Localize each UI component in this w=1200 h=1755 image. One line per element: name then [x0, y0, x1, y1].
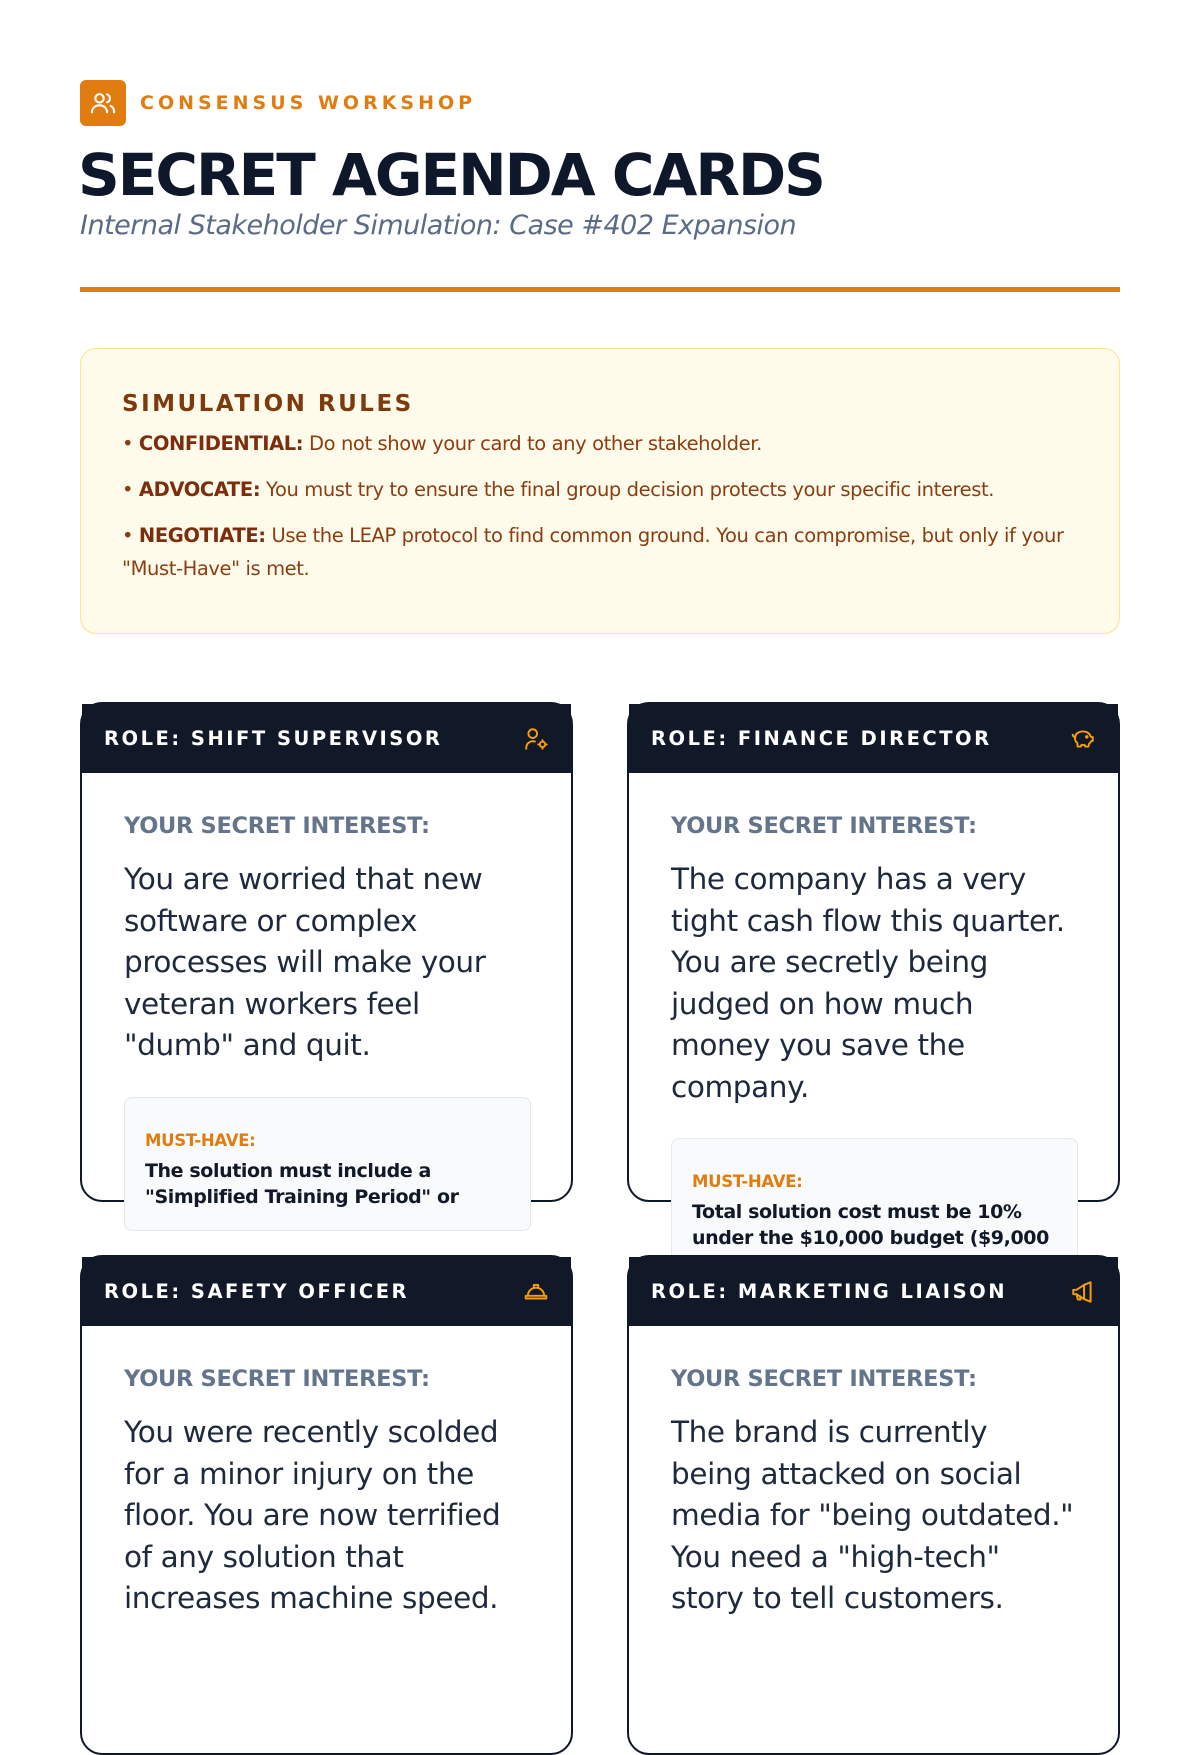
piggy-bank-icon	[1069, 725, 1097, 753]
eyebrow-label: CONSENSUS WORKSHOP	[140, 92, 477, 114]
must-have-text: Total solution cost must be 10% under the $10,000 budget ($9,000	[692, 1201, 1049, 1249]
users-icon	[80, 80, 126, 126]
rule-item: • CONFIDENTIAL: Do not show your card to any other stakeholder.	[122, 432, 762, 455]
secret-interest-label: YOUR SECRET INTEREST:	[671, 1366, 977, 1392]
rule-text: You must try to ensure the final group decision protects your specific interest.	[266, 478, 995, 501]
agenda-card-marketing-liaison	[627, 1255, 1120, 1755]
rules-title: SIMULATION RULES	[122, 391, 414, 417]
header-divider	[80, 287, 1120, 292]
card-role: ROLE: SHIFT SUPERVISOR	[104, 727, 443, 750]
agenda-card-finance-director	[627, 702, 1120, 1249]
rule-text: Do not show your card to any other stakeholder.	[309, 432, 762, 455]
secret-interest-text: You were recently scolded for a minor injury on the floor. You are now terrified of any solution that increases machine speed.	[124, 1415, 501, 1615]
page-subtitle: Internal Stakeholder Simulation: Case #402 Expansion	[80, 210, 797, 241]
secret-interest-label: YOUR SECRET INTEREST:	[671, 813, 977, 839]
card-role: ROLE: MARKETING LIAISON	[651, 1280, 1008, 1303]
card-header	[629, 1257, 1118, 1326]
secret-interest-text: The company has a very tight cash flow this quarter. You are secretly being judged on how much money you save the company.	[671, 862, 1065, 1104]
must-have-label: MUST-HAVE:	[692, 1172, 803, 1191]
must-have-box	[671, 1138, 1078, 1272]
must-have-text: The solution must include a "Simplified Training Period" or	[145, 1159, 459, 1208]
secret-interest-label: YOUR SECRET INTEREST:	[124, 813, 430, 839]
rule-label: ADVOCATE:	[138, 478, 261, 501]
secret-interest-label: YOUR SECRET INTEREST:	[124, 1366, 430, 1392]
page-title: SECRET AGENDA CARDS	[78, 141, 824, 209]
user-gear-icon	[522, 725, 550, 753]
secret-interest-text: The brand is currently being attacked on social media for "being outdated." You need a "high-tech" story to tell customers.	[671, 1415, 1074, 1615]
card-role: ROLE: SAFETY OFFICER	[104, 1280, 410, 1303]
megaphone-icon	[1069, 1278, 1097, 1306]
simulation-rules-box	[80, 348, 1120, 634]
secret-interest-text: You are worried that new software or complex processes will make your veteran workers feel "dumb" and quit.	[124, 862, 486, 1062]
card-header	[82, 704, 571, 773]
rule-item: • ADVOCATE: You must try to ensure the final group decision protects your specific interest.	[122, 478, 995, 501]
hard-hat-icon	[522, 1278, 550, 1306]
rule-label: NEGOTIATE:	[138, 524, 266, 547]
agenda-card-shift-supervisor	[80, 702, 573, 1208]
card-header	[629, 704, 1118, 773]
rule-text: Use the LEAP protocol to find common ground. You can compromise, but only if your "Must-Have" is met.	[122, 524, 1064, 580]
agenda-card-safety-officer	[80, 1255, 573, 1755]
must-have-box	[124, 1097, 531, 1231]
eyebrow	[80, 80, 476, 126]
rule-item: • NEGOTIATE: Use the LEAP protocol to find common ground. You can compromise, but only if your "Must-Have" is met.	[122, 524, 1064, 580]
card-header	[82, 1257, 571, 1326]
card-role: ROLE: FINANCE DIRECTOR	[651, 727, 992, 750]
must-have-label: MUST-HAVE:	[145, 1130, 256, 1150]
rule-label: CONFIDENTIAL:	[138, 432, 304, 455]
